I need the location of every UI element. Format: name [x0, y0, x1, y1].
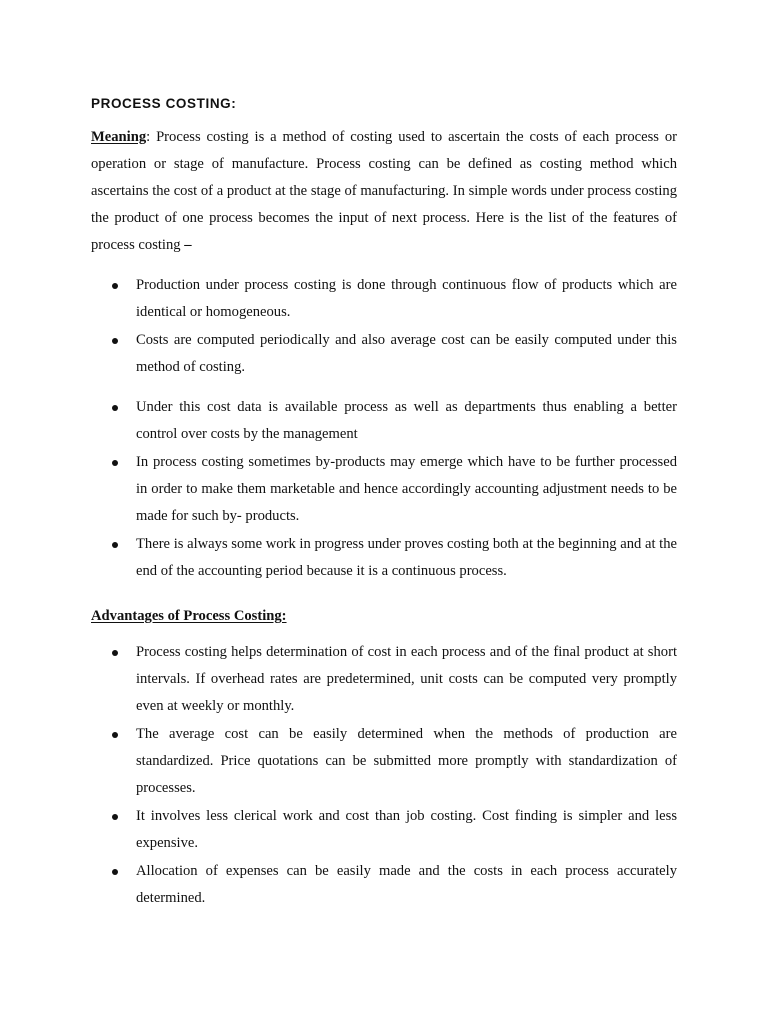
intro-dash: –	[184, 236, 192, 253]
list-item	[0, 272, 677, 326]
list-item-text: Production under process costing is done through continuous flow of products which are identical or homogeneous.	[136, 277, 677, 320]
list-item-text: In process costing sometimes by-products may emerge which have to be further processed in order to make them marketable and hence accordingly accounting adjustment needs to be made for such by- products.	[136, 453, 677, 524]
list-item	[0, 858, 677, 912]
intro-paragraph	[91, 124, 677, 259]
advantages-list	[0, 639, 768, 913]
bullet-icon	[112, 732, 118, 738]
list-item	[0, 394, 677, 448]
list-item	[0, 327, 677, 381]
bullet-icon	[112, 542, 118, 548]
document-title: PROCESS COSTING:	[91, 96, 237, 111]
meaning-term: Meaning	[91, 129, 147, 145]
list-item	[0, 803, 677, 857]
bullet-icon	[112, 460, 118, 466]
advantages-heading: Advantages of Process Costing:	[91, 608, 287, 624]
features-list	[0, 272, 768, 586]
list-item-text: Allocation of expenses can be easily made and the costs in each process accurately determined.	[136, 862, 677, 906]
list-item	[0, 639, 677, 720]
list-item-text: Costs are computed periodically and also average cost can be easily computed under this method of costing.	[136, 332, 677, 375]
list-item-text: Under this cost data is available process as well as departments thus enabling a better control over costs by the management	[136, 398, 677, 442]
list-item-text: There is always some work in progress under proves costing both at the beginning and at the end of the accounting period because it is a continuous process.	[136, 535, 677, 579]
list-item	[0, 721, 677, 802]
bullet-icon	[112, 650, 118, 656]
list-item-text: It involves less clerical work and cost than job costing. Cost finding is simpler and less expensive.	[136, 807, 677, 851]
intro-text: : Process costing is a method of costing used to ascertain the costs of each process or operation or stage of manufacture. Process costing can be defined as costing method which ascertains the cost of a product at the stage of manufacturing. In simple words under process costing the product of one process becomes the input of next process. Here is the list of the features of process costing	[91, 129, 677, 253]
list-item-text: The average cost can be easily determined when the methods of production are standardized. Price quotations can be submitted more promptly with standardization of processes.	[136, 725, 677, 796]
bullet-icon	[112, 405, 118, 411]
bullet-icon	[112, 283, 118, 289]
bullet-icon	[112, 814, 118, 820]
list-item	[0, 449, 677, 530]
bullet-icon	[112, 338, 118, 344]
bullet-icon	[112, 869, 118, 875]
list-item-text: Process costing helps determination of cost in each process and of the final product at short intervals. If overhead rates are predetermined, unit costs can be computed very promptly even at weekly or monthly.	[136, 644, 677, 714]
list-item	[0, 531, 677, 585]
